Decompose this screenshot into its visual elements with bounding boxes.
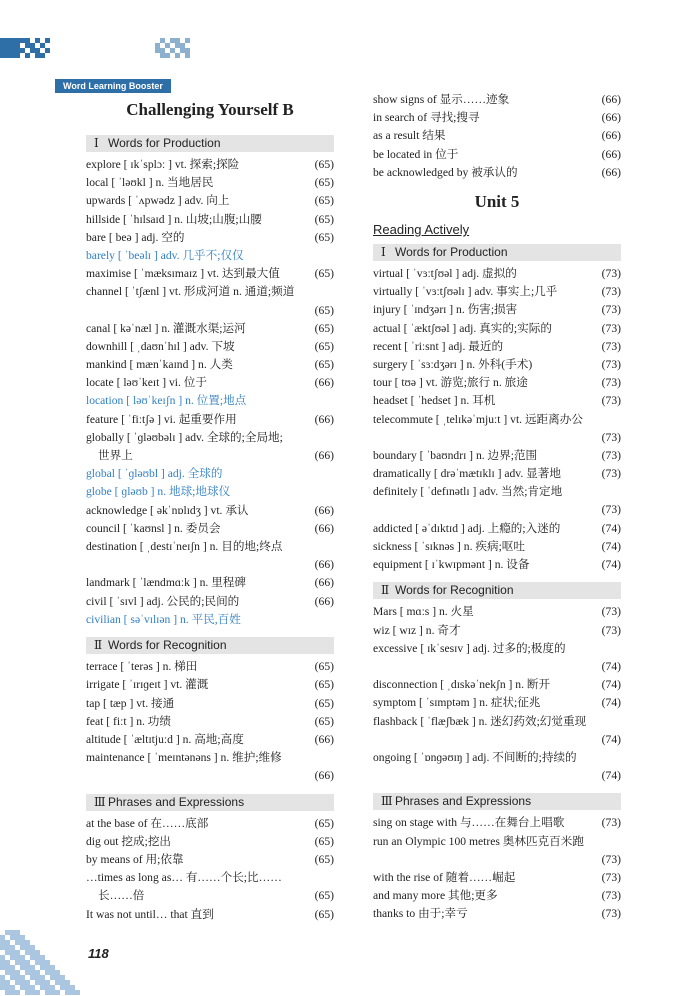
entry-text: sickness [ ˈsɪknəs ] n. 疾病;呕吐 [373,539,525,553]
vocab-entry [86,676,334,694]
entry-text: dramatically [ drəˈmætɪklɪ ] adv. 显著地 [373,467,561,481]
vocab-entry [373,520,621,538]
entry-text: be acknowledged by 被承认的 [373,165,518,179]
entry-text: equipment [ ɪˈkwɪpmənt ] n. 设备 [373,558,530,572]
entry-page: (73) [601,376,621,390]
pixel-square [15,990,20,995]
vocab-entry [373,749,621,785]
entry-page: (65) [314,176,334,190]
vocab-entry [86,851,334,869]
entry-page: (65) [314,907,334,921]
entry-text: run an Olympic 100 metres 奥林匹克百米跑 [373,834,584,848]
section-label: Words for Recognition [108,638,227,653]
vocab-entry [373,603,621,621]
vocab-entry [86,411,334,429]
header-band [0,38,190,91]
entry-page: (65) [314,660,334,674]
vocab-entry [373,411,621,447]
entry-page: (74) [601,558,621,572]
entry-page: (65) [314,158,334,171]
entry-page: (66) [601,111,621,125]
entry-page: (65) [314,816,334,830]
vocab-entry [86,356,334,374]
entry-text: acknowledge [ əkˈnɒlɪdʒ ] vt. 承认 [86,503,249,517]
vocab-entry [373,146,621,164]
section-label: Words for Recognition [395,583,514,598]
section-label: Words for Production [395,245,508,259]
section-numeral: Ⅲ [94,794,106,809]
vocab-entry [373,483,621,519]
entry-page: (66) [601,129,621,143]
entry-text: injury [ ˈɪndʒərɪ ] n. 伤害;损害 [373,303,518,317]
entry-page: (66) [314,449,334,463]
entry-text: destination [ ˌdestɪˈneɪʃn ] n. 目的地;终点 [86,539,283,553]
entry-continuation: 世界上 [98,449,133,463]
entry-page: (73) [601,870,621,884]
section-header [86,637,334,654]
vocab-entry [86,658,334,676]
vocab-entry [86,392,334,410]
entry-page: (73) [601,267,621,280]
vocab-entry [373,447,621,465]
pixel-square [75,990,80,995]
section-header [373,793,621,810]
entry-page: (73) [601,321,621,335]
pixel-square [185,53,190,58]
entry-text: maximise [ ˈmæksɪmaɪz ] vt. 达到最大值 [86,267,280,281]
entry-page: (65) [314,678,334,692]
entry-text: barely [ ˈbeəlɪ ] adv. 几乎不;仅仅 [86,248,244,262]
vocab-entry [86,174,334,192]
entry-page: (73) [601,303,621,317]
entry-page: (66) [314,521,334,535]
entry-page: (74) [601,769,621,783]
corner-pattern [0,930,90,996]
entry-page: (73) [601,394,621,408]
vocab-entry [373,887,621,905]
entry-text: tap [ tæp ] vt. 接通 [86,696,175,710]
section-label: Phrases and Expressions [108,794,245,809]
entry-list [373,814,621,923]
unit-title: Unit 5 [474,192,520,211]
vocab-entry [373,538,621,556]
vocab-entry [373,465,621,483]
subhead: Reading Actively [373,222,470,237]
pixel-square [45,38,50,43]
section-numeral: Ⅲ [381,794,393,809]
vocab-entry [86,247,334,265]
vocab-entry [373,640,621,676]
entry-page: (74) [601,521,621,535]
vocab-entry [86,611,334,629]
entry-page: (66) [314,376,334,390]
page-number: 118 [88,946,109,961]
vocab-entry [86,465,334,483]
pixel-square [55,990,60,995]
vocab-entry [373,833,621,869]
entry-page: (73) [601,339,621,353]
entry-text: feat [ fiːt ] n. 功绩 [86,714,171,728]
entry-text: landmark [ ˈlændmɑːk ] n. 里程碑 [86,576,246,590]
pixel-pattern [0,38,190,58]
section-numeral: Ⅰ [381,245,386,259]
entry-text: and many more 其他;更多 [373,889,498,903]
vocab-entry [373,356,621,374]
entry-page: (65) [314,339,334,353]
entry-text: terrace [ ˈterəs ] n. 梯田 [86,660,198,674]
vocab-entry [86,429,334,465]
vocab-entry [373,265,621,283]
entry-text: surgery [ ˈsɜːdʒərɪ ] n. 外科(手术) [373,357,533,371]
entry-text: maintenance [ ˈmeɪntənəns ] n. 维护;维修 [86,751,282,765]
entry-page: (66) [601,147,621,161]
entry-page: (65) [314,230,334,244]
phrase-list [373,91,621,182]
entry-text: by means of 用;依靠 [86,852,184,866]
vocab-entry [86,483,334,501]
entry-text: thanks to 由于;幸亏 [373,907,468,921]
entry-page: (73) [601,503,621,517]
entry-page: (66) [314,769,334,783]
entry-text: local [ ˈləʊkl ] n. 当地居民 [86,176,214,190]
section-header [86,794,334,811]
entry-page: (74) [601,732,621,746]
vocab-entry [373,814,621,832]
entry-page: (65) [314,321,334,335]
entry-continuation: 长……倍 [98,889,145,903]
entry-page: (73) [601,852,621,866]
entry-text: global [ ˈɡləʊbl ] adj. 全球的 [86,467,223,481]
entry-page: (65) [314,358,334,372]
entry-page: (74) [601,678,621,692]
entry-text: mankind [ mænˈkaɪnd ] n. 人类 [86,358,233,372]
section-title: Challenging Yourself B [126,100,294,119]
entry-text: with the rise of 随着……崛起 [373,870,516,884]
entry-page: (74) [601,659,621,673]
vocab-entry [373,676,621,694]
vocab-entry [86,192,334,210]
entry-text: at the base of 在……底部 [86,816,209,830]
pixel-square [185,38,190,43]
vocab-entry [373,392,621,410]
vocab-entry [86,320,334,338]
entry-page: (66) [601,165,621,179]
vocab-entry [86,211,334,229]
entry-text: actual [ ˈæktʃʊəl ] adj. 真实的;实际的 [373,321,552,335]
vocab-entry [86,695,334,713]
vocab-entry [373,320,621,338]
entry-page: (65) [314,212,334,226]
entry-text: …times as long as… 有……个长;比…… [86,871,282,885]
entry-page: (73) [601,889,621,903]
entry-text: disconnection [ ˌdɪskəˈnekʃn ] n. 断开 [373,678,551,692]
entry-text: recent [ ˈriːsnt ] adj. 最近的 [373,339,504,353]
entry-text: irrigate [ ˈɪrɪɡeɪt ] vt. 灌溉 [86,678,209,692]
pixel-square [15,53,20,58]
entry-list [86,658,334,785]
entry-text: channel [ ˈtʃænl ] vt. 形成河道 n. 通道;频道 [86,285,295,299]
section-header [373,244,621,261]
entry-page: (73) [601,430,621,444]
vocab-entry [86,502,334,520]
entry-text: canal [ kəˈnæl ] n. 灌溉水渠;运河 [86,321,246,335]
section-label: Words for Production [108,136,221,150]
vocab-entry [86,869,334,905]
entry-text: altitude [ ˈæltɪtjuːd ] n. 高地;高度 [86,732,244,746]
entry-page: (73) [601,285,621,299]
vocab-entry [86,538,334,574]
entry-text: addicted [ əˈdɪktɪd ] adj. 上瘾的;入迷的 [373,521,561,535]
vocab-entry [373,556,621,574]
entry-page: (65) [314,834,334,848]
pixel-square [25,53,30,58]
entry-page: (65) [314,696,334,710]
pixel-square [175,53,180,58]
entry-page: (65) [314,267,334,281]
entry-list [373,265,621,574]
entry-text: hillside [ ˈhɪlsaɪd ] n. 山坡;山腹;山腰 [86,212,262,226]
section-numeral: Ⅱ [94,638,103,653]
entry-text: globe [ ɡləʊb ] n. 地球;地球仪 [86,485,231,499]
entry-text: boundary [ ˈbaʊndrɪ ] n. 边界;范围 [373,448,538,462]
vocab-entry [373,338,621,356]
entry-page: (73) [601,357,621,371]
entry-text: telecommute [ ˌtelɪkəˈmjuːt ] vt. 远距离办公 [373,412,583,426]
vocab-entry [373,127,621,145]
section-header [373,582,621,599]
vocab-entry [373,869,621,887]
entry-text: explore [ ɪkˈsplɔː ] vt. 探索;探险 [86,158,240,171]
entry-page: (66) [601,93,621,106]
entry-page: (66) [314,576,334,590]
vocab-entry [86,713,334,731]
entry-page: (73) [601,605,621,619]
entry-page: (66) [314,412,334,426]
entry-text: sing on stage with 与……在舞台上唱歌 [373,816,565,830]
entry-text: civilian [ səˈvɪlɪən ] n. 平民,百姓 [86,612,241,626]
entry-text: tour [ tʊə ] vt. 游览;旅行 n. 旅途 [373,376,528,390]
entry-text: excessive [ ɪkˈsesɪv ] adj. 过多的;极度的 [373,641,566,655]
entry-text: virtual [ ˈvɜːtʃʊəl ] adj. 虚拟的 [373,267,517,280]
entry-text: Mars [ mɑːs ] n. 火星 [373,605,474,619]
entry-text: dig out 挖成;挖出 [86,834,172,848]
pixel-square [45,48,50,53]
vocab-entry [373,301,621,319]
entry-list [373,603,621,785]
entry-text: in search of 寻找;搜寻 [373,111,480,125]
entry-text: headset [ ˈhedset ] n. 耳机 [373,394,496,408]
pixel-square [35,990,40,995]
entry-text: downhill [ ˌdaʊnˈhɪl ] adv. 下坡 [86,339,235,353]
entry-page: (65) [314,852,334,866]
vocab-entry [86,593,334,611]
entry-page: (74) [601,696,621,710]
entry-text: globally [ ˈɡləʊbəlɪ ] adv. 全球的;全局地; [86,430,283,444]
entry-page: (66) [314,732,334,746]
entry-text: be located in 位于 [373,147,459,161]
vocab-entry [86,283,334,319]
section-label: Phrases and Expressions [395,794,532,809]
entry-text: ongoing [ ˈɒnɡəʊɪŋ ] adj. 不间断的;持续的 [373,750,577,764]
vocab-entry [373,283,621,301]
entry-page: (73) [601,467,621,481]
entry-text: council [ ˈkaʊnsl ] n. 委员会 [86,521,221,535]
entry-page: (65) [314,194,334,208]
entry-text: flashback [ ˈflæʃbæk ] n. 迷幻药效;幻觉重现 [373,714,587,728]
entry-list [86,156,334,629]
entry-text: show signs of 显示……迹象 [373,93,510,106]
entry-text: as a result 结果 [373,129,446,143]
entry-text: locate [ ləʊˈkeɪt ] vi. 位于 [86,376,207,390]
vocab-entry [86,731,334,749]
entry-text: bare [ beə ] adj. 空的 [86,230,185,244]
vocab-entry [373,164,621,182]
vocab-entry [86,156,334,174]
vocab-entry [86,815,334,833]
entry-page: (66) [314,558,334,572]
entry-list [86,815,334,924]
entry-text: virtually [ ˈvɜːtʃʊəlɪ ] adv. 事实上;几乎 [373,285,558,299]
vocab-entry [86,574,334,592]
vocab-entry [86,265,334,283]
vocab-entry [373,905,621,923]
entry-text: symptom [ ˈsɪmptəm ] n. 症状;征兆 [373,696,541,710]
entry-page: (66) [314,594,334,608]
vocab-entry [86,906,334,924]
entry-text: upwards [ ˈʌpwədz ] adv. 向上 [86,194,230,208]
entry-page: (65) [314,303,334,317]
section-header [86,135,334,152]
entry-page: (65) [314,889,334,903]
vocab-entry [86,374,334,392]
vocab-entry [86,338,334,356]
entry-page: (74) [601,539,621,553]
vocab-entry [373,622,621,640]
entry-page: (73) [601,816,621,830]
vocab-entry [86,520,334,538]
vocab-entry [86,833,334,851]
entry-text: feature [ ˈfiːtʃə ] vi. 起重要作用 [86,412,237,426]
entry-text: civil [ ˈsɪvl ] adj. 公民的;民间的 [86,594,240,608]
entry-text: wiz [ wɪz ] n. 奇才 [373,623,461,637]
entry-text: It was not until… that 直到 [86,907,214,921]
pixel-square [40,53,45,58]
vocab-entry [373,91,621,109]
section-numeral: Ⅱ [381,583,390,598]
book-banner: Word Learning Booster [55,79,171,93]
vocab-entry [86,229,334,247]
entry-page: (73) [601,448,621,462]
vocab-entry [373,694,621,712]
pixel-square [165,53,170,58]
vocab-entry [373,374,621,392]
vocab-entry [373,713,621,749]
entry-text: location [ ləʊˈkeɪʃn ] n. 位置;地点 [86,394,247,408]
entry-page: (73) [601,907,621,921]
section-numeral: Ⅰ [94,136,99,150]
vocab-entry [373,109,621,127]
vocab-entry [86,749,334,785]
entry-page: (73) [601,623,621,637]
entry-page: (65) [314,714,334,728]
entry-text: definitely [ ˈdefɪnətlɪ ] adv. 当然;肯定地 [373,485,563,499]
entry-page: (66) [314,503,334,517]
